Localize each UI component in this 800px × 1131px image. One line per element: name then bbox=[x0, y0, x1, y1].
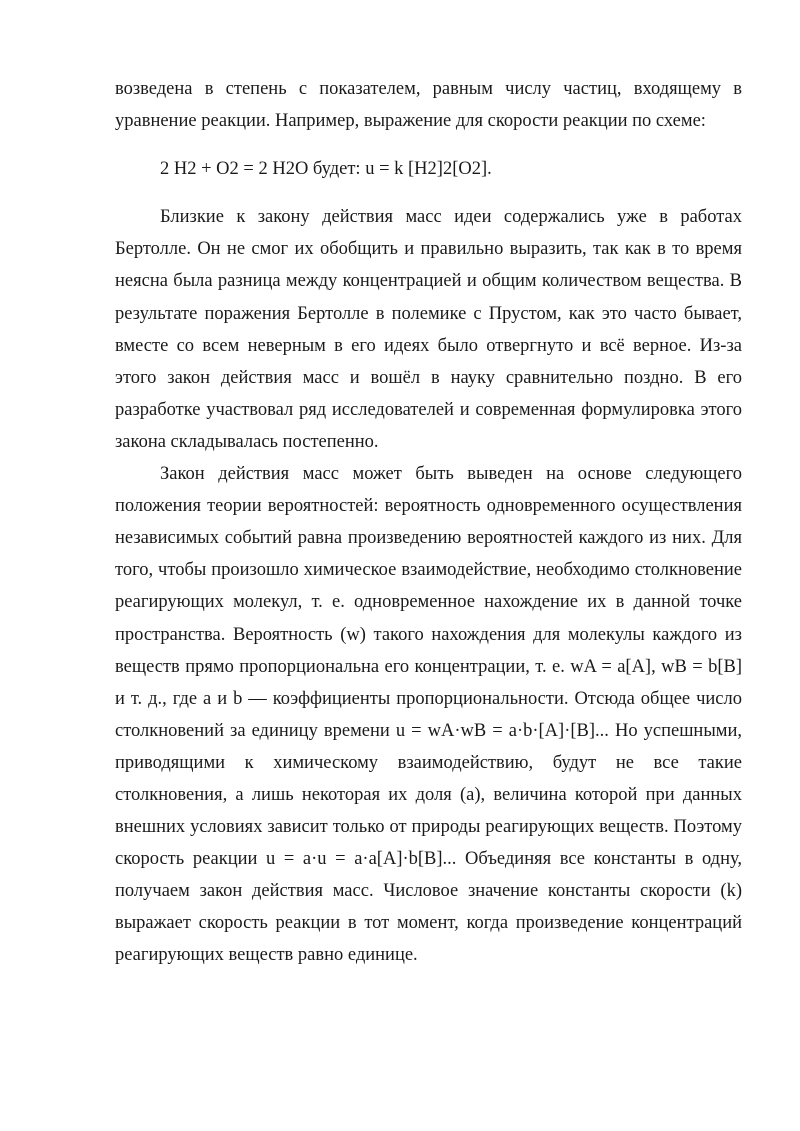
paragraph-continuation: возведена в степень с показателем, равным числу частиц, входящему в уравнение реакции. Например, выражение для скорости реакции по схеме: bbox=[115, 79, 742, 132]
paragraph-history: Близкие к закону действия масс идеи содержались уже в работах Бертолле. Он не смог их обобщить и правильно выразить, так как в то время неясна была разница между концентрацией и общим количеством вещества. В результате поражения Бертолле в полемике с Прустом, как это часто бывает, вместе со всем неверным в его идеях было отвергнуто и всё верное. Из-за этого закон действия масс и вошёл в науку сравнительно поздно. В его разработке участвовал ряд исследователей и современная формулировка этого закона складывалась постепенно. bbox=[115, 207, 742, 452]
reaction-formula: 2 H2 + O2 = 2 H2O будет: u = k [H2]2[O2]. bbox=[160, 159, 492, 180]
paragraph-derivation: Закон действия масс может быть выведен на основе следующего положения теории вероятностей: вероятность одновременного осуществления независимых событий равна произведению вероятностей каждого из них. Для того, чтобы произошло химическое взаимодействие, необходимо столкновение реагирующих молекул, т. е. одновременное нахождение их в данной точке пространства. Вероятность (w) такого нахождения для молекулы каждого из веществ прямо пропорциональна его концентрации, т. е. wA = a[A], wB = b[B] и т. д., где a и b — коэффициенты пропорциональности. Отсюда общее число столкновений за единицу времени u = wA·wB = a·b·[A]·[B]... Но успешными, приводящими к химическому взаимодействию, будут не все такие столкновения, а лишь некоторая их доля (a), величина которой при данных внешних условиях зависит только от природы реагирующих веществ. Поэтому скорость реакции u = a·u = a·a[A]·b[B]... Объединяя все константы в одну, получаем закон действия масс. Числовое значение константы скорости (k) выражает скорость реакции в тот момент, когда произведение концентраций реагирующих веществ равно единице. bbox=[115, 464, 742, 966]
document-page bbox=[115, 73, 742, 972]
